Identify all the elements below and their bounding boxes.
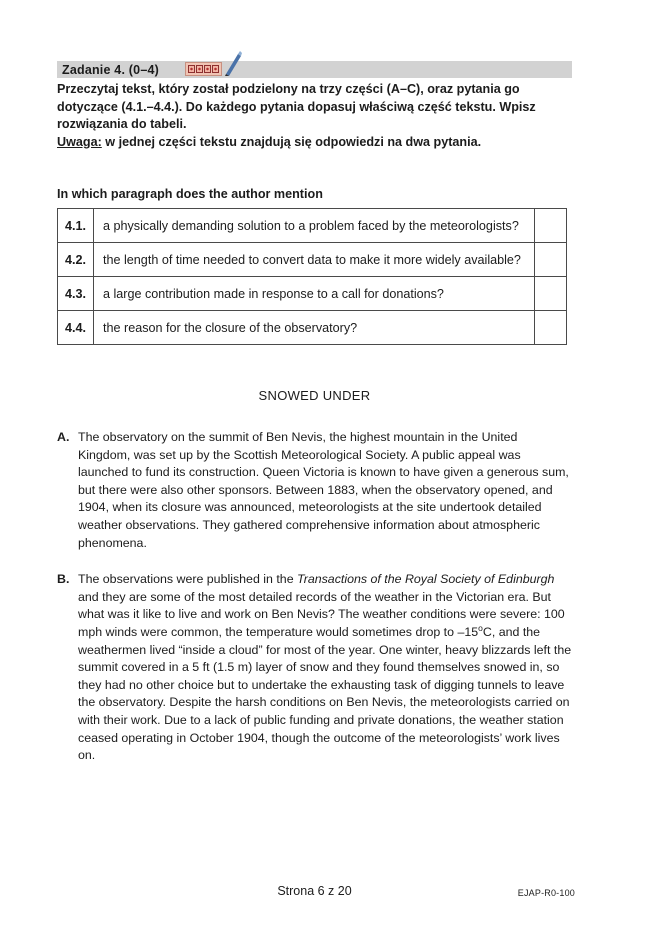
answer-cell-4-2[interactable] [535, 243, 567, 277]
paragraph-text: The observations were published in the Transactions of the Royal Society of Edinburgh and they are some of the most detailed records of the weather in the Victorian era. But what was it like to live and work on Ben Nevis? The weather conditions were severe: 100 mph winds were common, the temperature would sometimes drop to –15$^o$C, and the weathermen lived “inside a cloud” for most of the year. One winter, heavy blizzards left the summit covered in a 5 ft (1.5 m) layer of snow and they found themselves snowed in, so they had no other choice but to undertake the exhausting task of digging tunnels to leave the observatory. Despite the harsh conditions on Ben Nevis, the meteorologists carried on with their work. Due to a lack of public funding and private donations, the weather station ceased operating in October 1904, though the outcome of the meteorologists’ work lives on. [78, 572, 572, 763]
question-number: 4.1. [58, 209, 94, 243]
answer-boxes-strip-icon [185, 62, 222, 76]
answer-box-icon [204, 65, 211, 73]
answer-cell-4-3[interactable] [535, 277, 567, 311]
note-label: Uwaga: [57, 134, 102, 149]
question-number: 4.2. [58, 243, 94, 277]
paragraph-a [57, 429, 572, 552]
task-instructions [57, 81, 572, 151]
question-text: a large contribution made in response to a call for donations? [94, 277, 535, 311]
answer-box-icon [196, 65, 203, 73]
question-row [58, 209, 567, 243]
note-text: w jednej części tekstu znajdują się odpowiedzi na dwa pytania. [101, 134, 482, 149]
question-text: the reason for the closure of the observatory? [94, 311, 535, 345]
paragraph-label: A. [57, 430, 70, 444]
question-number: 4.4. [58, 311, 94, 345]
page-content [57, 61, 572, 765]
matching-table [57, 208, 567, 345]
page-number: Strona 6 z 20 [277, 884, 352, 898]
question-intro: In which paragraph does the author mention [57, 187, 323, 201]
reading-title: SNOWED UNDER [258, 388, 371, 403]
task-title: Zadanie 4. (0–4) [62, 62, 159, 77]
question-text: a physically demanding solution to a problem faced by the meteorologists? [94, 209, 535, 243]
question-row [58, 277, 567, 311]
answer-box-icon [212, 65, 219, 73]
task-instructions-text: Przeczytaj tekst, który został podzielony na trzy części (A–C), oraz pytania go dotyczące (4.1.–4.4.). Do każdego pytania dopasuj właściwą część tekstu. Wpisz rozwiązania do tabeli. [57, 82, 536, 131]
answer-box-icon [188, 65, 195, 73]
question-text: the length of time needed to convert data to make it more widely available? [94, 243, 535, 277]
form-code: EJAP-R0-100 [517, 888, 575, 898]
pen-icon [221, 50, 245, 76]
question-number: 4.3. [58, 277, 94, 311]
paragraph-label: B. [57, 572, 70, 587]
answer-cell-4-4[interactable] [535, 311, 567, 345]
question-row [58, 311, 567, 345]
paragraph-text: The observatory on the summit of Ben Nevis, the highest mountain in the United Kingdom, was set up by the Scottish Meteorological Society. A public appeal was launched to fund its construction. Queen Victoria is known to have given a generous sum, but there were also other sponsors. Between 1883, when the observatory opened, and 1904, when its closure was announced, meteorologists at the site undertook detailed weather observations. They gathered comprehensive information about atmospheric phenomena. [78, 430, 569, 550]
question-row [58, 243, 567, 277]
paragraph-b [57, 571, 572, 765]
answer-cell-4-1[interactable] [535, 209, 567, 243]
answer-boxes-pen-icon [185, 62, 222, 76]
task-header-bar [57, 61, 572, 78]
